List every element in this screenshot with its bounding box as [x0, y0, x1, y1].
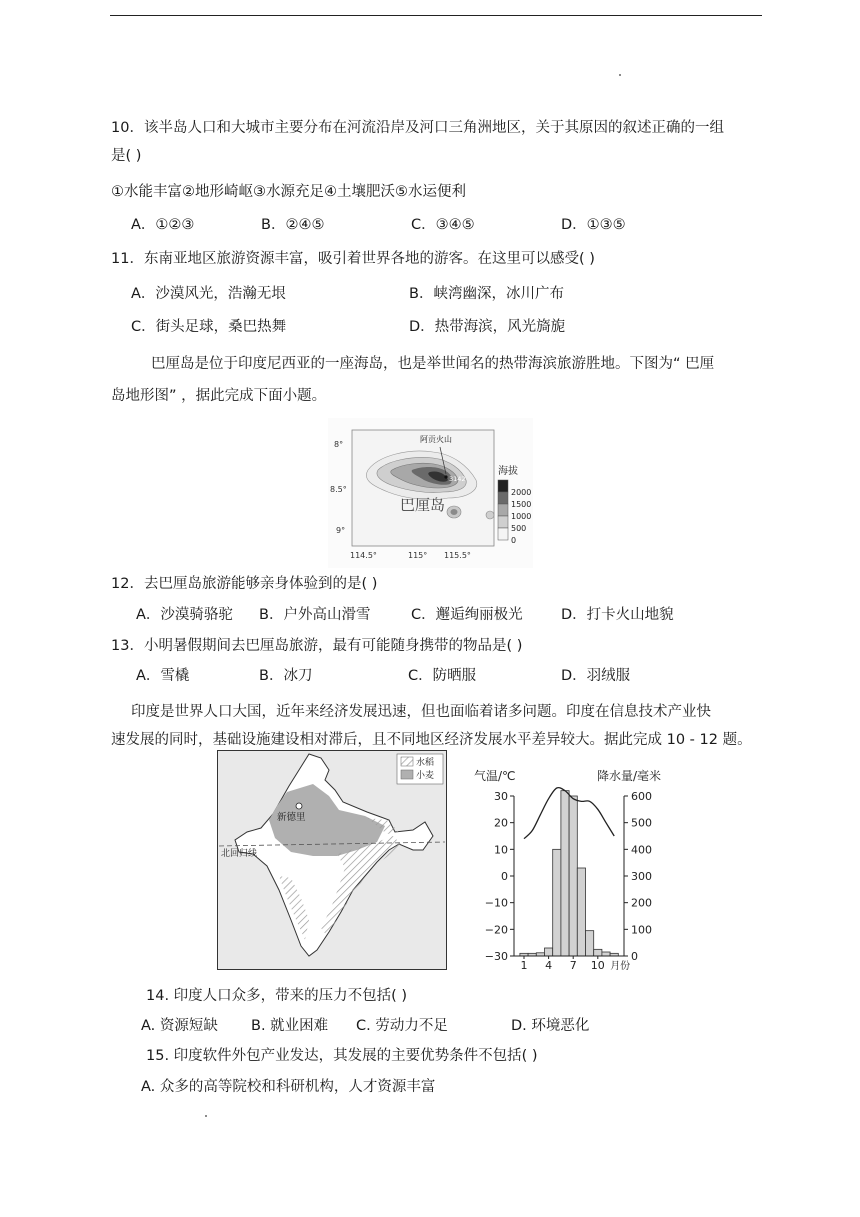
q14-option-c: C. 劳动力不足 [356, 1018, 448, 1034]
bali-topographic-map [328, 418, 533, 568]
lat-label: 8.5° [330, 485, 347, 494]
precip-tick-label: 300 [631, 870, 652, 883]
temp-tick-label: 30 [494, 790, 508, 803]
temp-tick-label: 20 [494, 816, 508, 830]
q14-option-b: B. 就业困难 [251, 1018, 329, 1034]
wheat-legend-swatch [401, 770, 413, 779]
q10-option-c: C．③④⑤ [411, 217, 475, 233]
precipitation-bar [569, 796, 577, 956]
precip-tick-label: 200 [631, 896, 652, 910]
month-tick-label: 7 [569, 959, 577, 972]
temp-tick-label: 0 [501, 870, 508, 883]
india-crop-map [217, 750, 447, 970]
temp-tick-label: 10 [494, 843, 508, 857]
q13-option-d: D．羽绒服 [561, 668, 631, 684]
q10-option-a: A．①②③ [131, 217, 195, 233]
q15-stem: 15. 印度软件外包产业发达，其发展的主要优势条件不包括( ) [146, 1048, 538, 1064]
precip-tick-label: 500 [631, 816, 652, 830]
q14-option-a: A. 资源短缺 [141, 1018, 218, 1034]
precipitation-bar [594, 949, 602, 956]
legend-wheat: 小麦 [416, 771, 435, 781]
x-axis-label: 月份 [610, 961, 631, 972]
q13-option-a: A．雪橇 [136, 668, 190, 684]
q12-option-b: B．户外高山滑雪 [259, 607, 371, 623]
q14-option-d: D. 环境恶化 [511, 1018, 590, 1034]
temp-tick-label: −30 [484, 950, 508, 963]
bali-intro-line1: 巴厘岛是位于印度尼西亚的一座海岛，也是举世闻名的热带海滨旅游胜地。下图为“ 巴厘 [151, 356, 715, 372]
lon-label: 115.5° [444, 551, 471, 560]
island-label: 巴厘岛 [400, 496, 446, 514]
lat-label: 8° [334, 440, 344, 449]
precip-axis-label: 降水量/毫米 [597, 769, 662, 783]
climate-chart [472, 760, 682, 972]
precipitation-bar [577, 868, 585, 956]
lat-label: 9° [336, 526, 346, 535]
legend-rice: 水稻 [416, 758, 435, 768]
q10-stem-line2: 是( ) [111, 148, 142, 164]
temp-axis-label: 气温/℃ [474, 769, 516, 783]
legend-value: 500 [511, 524, 527, 533]
precipitation-bar [586, 931, 594, 956]
q12-stem: 12．去巴厘岛旅游能够亲身体验到的是( ) [111, 576, 378, 592]
temp-tick-label: −20 [484, 923, 508, 937]
q13-stem: 13．小明暑假期间去巴厘岛旅游，最有可能随身携带的物品是( ) [111, 638, 523, 654]
india-intro-line2: 速发展的同时，基础设施建设相对滞后，且不同地区经济发展水平差异较大。据此完成 10 - 12 题。 [111, 732, 752, 748]
precipitation-bar [553, 849, 561, 956]
header-rule [110, 15, 762, 16]
q10-stem-line1: 10．该半岛人口和大城市主要分布在河流沿岸及河口三角洲地区，关于其原因的叙述正确的一组 [111, 120, 724, 136]
legend-value: 1000 [511, 512, 532, 521]
legend-value: 0 [511, 536, 517, 545]
city-label: 新德里 [277, 812, 306, 823]
month-tick-label: 1 [520, 959, 528, 972]
q10-option-d: D．①③⑤ [561, 217, 626, 233]
precip-tick-label: 100 [631, 923, 652, 937]
peak-elevation-label: 3142 [449, 475, 466, 483]
scan-dot [205, 1115, 207, 1117]
q11-option-d: D．热带海滨，风光旖旎 [409, 319, 566, 335]
q12-option-a: A．沙漠骑骆驼 [136, 607, 233, 623]
lon-label: 115° [408, 551, 428, 560]
q10-option-b: B．②④⑤ [261, 217, 325, 233]
q12-option-c: C．邂逅绚丽极光 [411, 607, 523, 623]
legend-value: 1500 [511, 500, 532, 509]
q14-stem: 14. 印度人口众多，带来的压力不包括( ) [146, 988, 408, 1004]
precip-tick-label: 0 [631, 950, 638, 963]
volcano-label: 阿贡火山 [420, 435, 452, 444]
precip-tick-label: 400 [631, 843, 652, 857]
elevation-legend [498, 480, 508, 540]
india-intro-line1: 印度是世界人口大国，近年来经济发展迅速，但也面临着诸多问题。印度在信息技术产业快 [131, 704, 711, 720]
precipitation-bar [545, 948, 553, 956]
q11-option-c: C．街头足球，桑巴热舞 [131, 319, 287, 335]
q12-option-d: D．打卡火山地貌 [561, 607, 674, 623]
q11-option-b: B．峡湾幽深，冰川广布 [409, 286, 564, 302]
rice-legend-swatch [401, 757, 413, 766]
q13-option-b: B．冰刀 [259, 668, 313, 684]
precipitation-bar [561, 791, 569, 956]
month-tick-label: 10 [590, 959, 605, 972]
q11-option-a: A．沙漠风光，浩瀚无垠 [131, 286, 286, 302]
month-tick-label: 4 [545, 959, 553, 972]
q13-option-c: C．防晒服 [408, 668, 477, 684]
bali-intro-line2: 岛地形图” ，据此完成下面小题。 [111, 388, 327, 404]
legend-title: 海拔 [498, 466, 518, 477]
q10-statements: ①水能丰富②地形崎岖③水源充足④土壤肥沃⑤水运便利 [111, 184, 466, 200]
precip-tick-label: 600 [631, 790, 652, 803]
precipitation-bar [602, 952, 610, 956]
temp-tick-label: −10 [484, 896, 508, 910]
scan-dot [619, 74, 621, 76]
tropic-label: 北回归线 [221, 849, 258, 859]
q11-stem: 11．东南亚地区旅游资源丰富，吸引着世界各地的游客。在这里可以感受( ) [111, 251, 595, 267]
legend-value: 2000 [511, 488, 532, 497]
q15-option-a: A. 众多的高等院校和科研机构，人才资源丰富 [141, 1079, 436, 1095]
lon-label: 114.5° [350, 551, 377, 560]
